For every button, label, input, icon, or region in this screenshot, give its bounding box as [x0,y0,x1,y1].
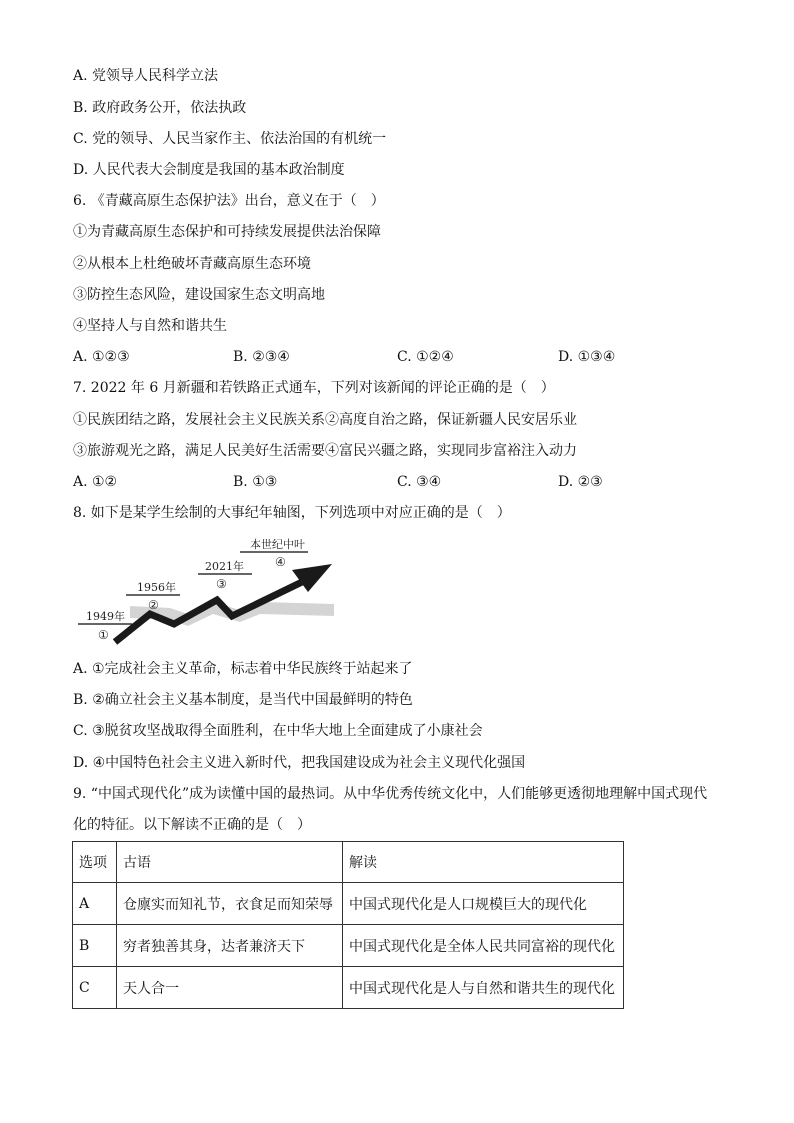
table-row [73,967,624,1009]
q7-choice-b: B. ①③ [233,474,278,490]
q9-table [72,841,624,1009]
q7-choice-a: A. ①② [73,474,118,490]
table-header-saying: 古语 [117,842,343,883]
q5-option-c: C. 党的领导、人民当家作主、依法治国的有机统一 [73,131,387,147]
table-header-option: 选项 [73,842,117,883]
timeline-figure [70,532,340,648]
q5-option-a: A. 党领导人民科学立法 [73,68,219,84]
q5-option-b: B. 政府政务公开，依法执政 [73,100,247,116]
q7-stem: 7. 2022 年 6 月新疆和若铁路正式通车，下列对该新闻的评论正确的是（ ） [73,380,555,396]
q6-item-3: ③防控生态风险，建设国家生态文明高地 [73,287,325,303]
q8-option-a: A. ①完成社会主义革命，标志着中华民族终于站起来了 [73,661,413,677]
timeline-marker-4: ④ [275,555,286,569]
q7-choice-c: C. ③④ [397,474,442,490]
table-row [73,883,624,925]
q6-choice-b: B. ②③④ [233,349,290,365]
q6-choice-d: D. ①③④ [558,349,616,365]
table-cell-interpretation: 中国式现代化是全体人民共同富裕的现代化 [343,925,624,967]
q6-stem: 6. 《青藏高原生态保护法》出台，意义在于（ ） [73,193,385,209]
q7-item-1: ①民族团结之路，发展社会主义民族关系②高度自治之路，保证新疆人民安居乐业 [73,412,577,428]
timeline-marker-2: ② [148,598,159,612]
q9-stem-line2: 化的特征。以下解读不正确的是（ ） [73,817,311,833]
q6-choice-a: A. ①②③ [73,349,130,365]
q8-stem: 8. 如下是某学生绘制的大事纪年轴图，下列选项中对应正确的是（ ） [73,505,511,521]
table-cell-interpretation: 中国式现代化是人与自然和谐共生的现代化 [343,967,624,1009]
timeline-label-1949: 1949年 [86,610,125,623]
timeline-label-1956: 1956年 [137,581,176,594]
q6-item-2: ②从根本上杜绝破坏青藏高原生态环境 [73,256,311,272]
table-cell-option: A [73,883,117,925]
q8-option-b: B. ②确立社会主义基本制度，是当代中国最鲜明的特色 [73,692,413,708]
q5-option-d: D. 人民代表大会制度是我国的基本政治制度 [73,162,345,178]
table-cell-interpretation: 中国式现代化是人口规模巨大的现代化 [343,883,624,925]
table-cell-option: C [73,967,117,1009]
table-cell-saying: 天人合一 [117,967,343,1009]
timeline-label-2021: 2021年 [205,560,244,573]
q6-item-4: ④坚持人与自然和谐共生 [73,318,227,334]
table-row [73,925,624,967]
table-header-row [73,842,624,883]
q6-item-1: ①为青藏高原生态保护和可持续发展提供法治保障 [73,224,381,240]
table-header-interpretation: 解读 [343,842,624,883]
table-cell-saying: 仓廪实而知礼节，衣食足而知荣辱 [117,883,343,925]
timeline-marker-1: ① [98,628,109,642]
timeline-marker-3: ③ [216,577,227,591]
q8-option-d: D. ④中国特色社会主义进入新时代，把我国建设成为社会主义现代化强国 [73,755,526,771]
q7-choice-d: D. ②③ [558,474,603,490]
timeline-label-midcentury: 本世纪中叶 [250,538,305,551]
q9-stem-line1: 9. “中国式现代化”成为读懂中国的最热词。从中华优秀传统文化中，人们能够更透彻地理解中国式现代 [73,786,708,802]
table-cell-saying: 穷者独善其身，达者兼济天下 [117,925,343,967]
q8-option-c: C. ③脱贫攻坚战取得全面胜利，在中华大地上全面建成了小康社会 [73,723,483,739]
q7-item-2: ③旅游观光之路，满足人民美好生活需要④富民兴疆之路，实现同步富裕注入动力 [73,443,577,459]
q6-choice-c: C. ①②④ [397,349,454,365]
table-cell-option: B [73,925,117,967]
